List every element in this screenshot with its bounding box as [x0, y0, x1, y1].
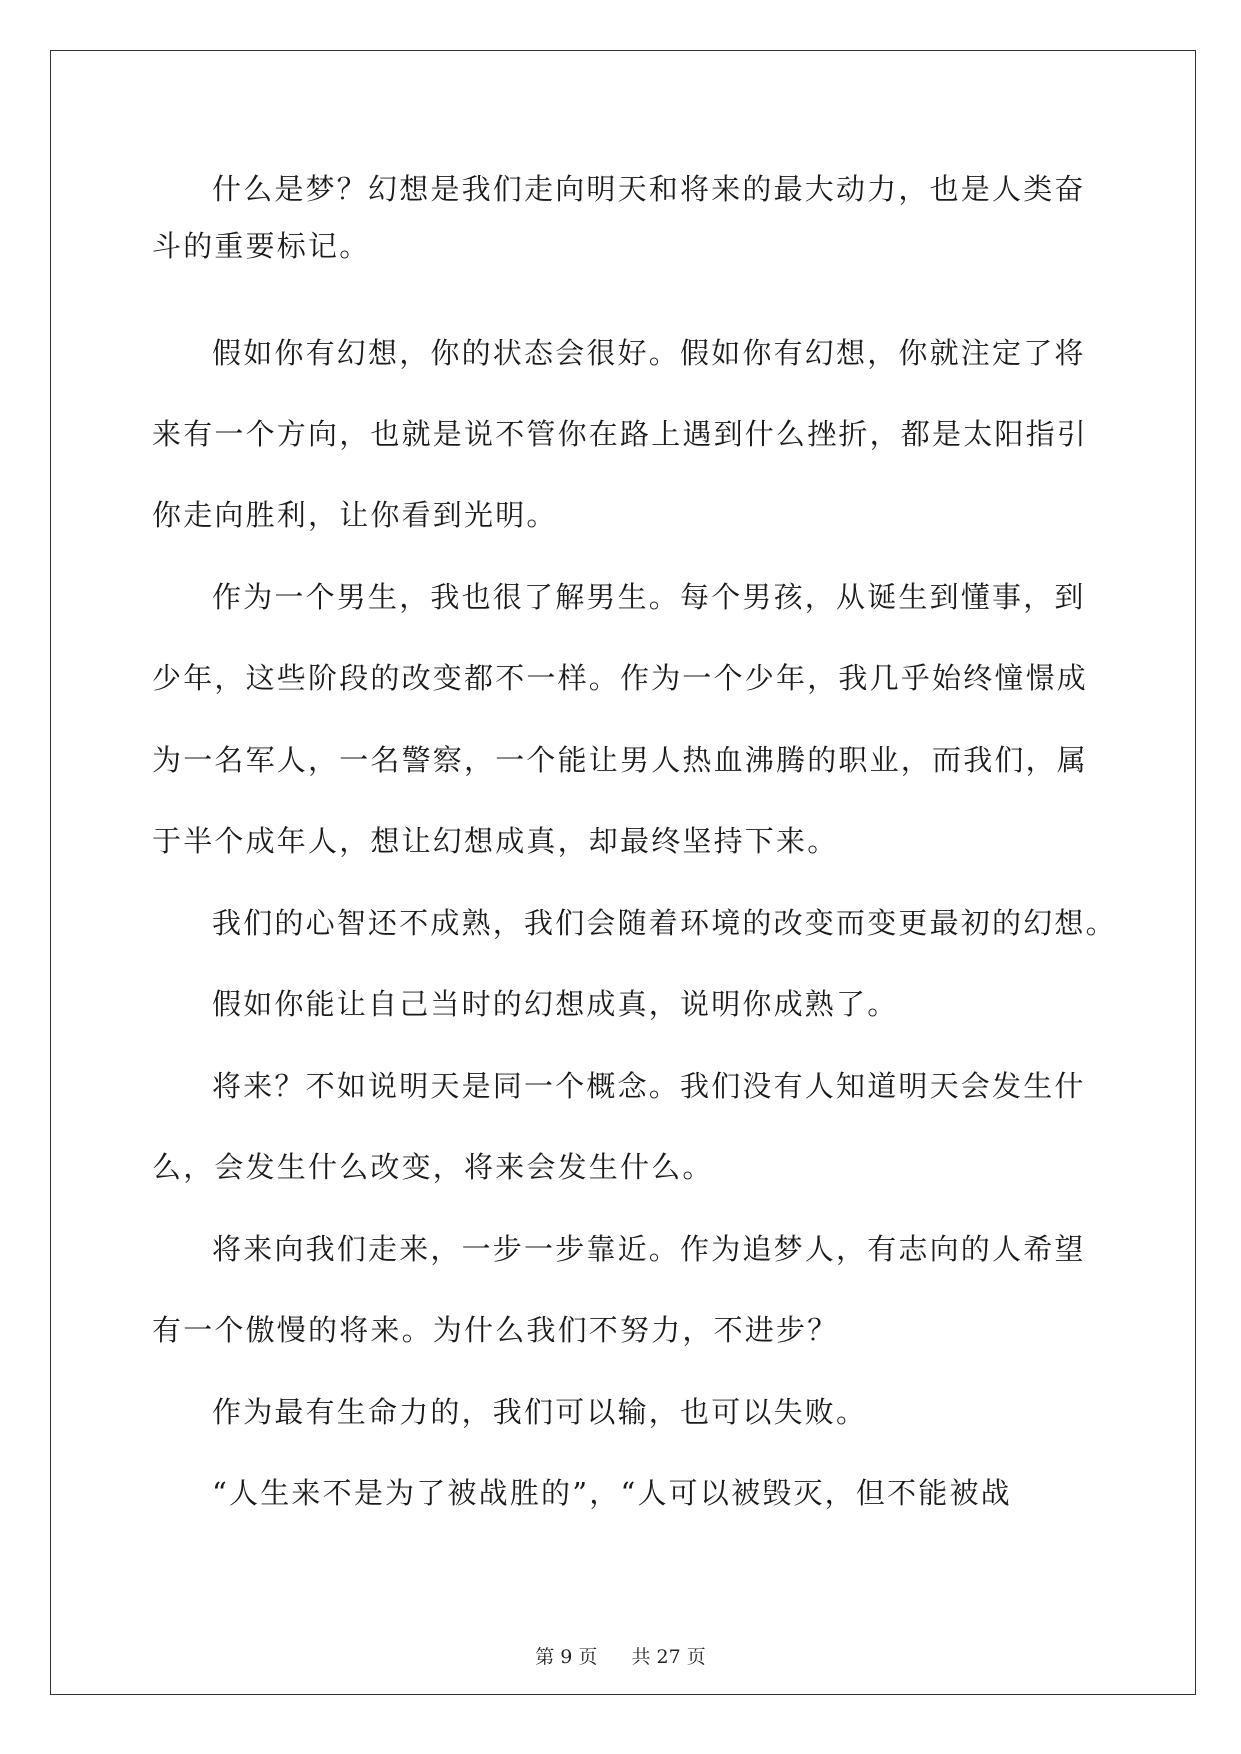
page-number: 第 9 页 — [535, 1646, 598, 1668]
text-line: 将来？不如说明天是同一个概念。我们没有人知道明天会发生什 — [212, 1069, 1086, 1103]
page-footer — [0, 1645, 1241, 1669]
text-line: 作为一个男生，我也很了解男生。每个男孩，从诞生到懂事，到 — [212, 580, 1086, 614]
text-line: 有一个傲慢的将来。为什么我们不努力，不进步？ — [152, 1313, 839, 1347]
text-line: 来有一个方向，也就是说不管你在路上遇到什么挫折，都是太阳指引 — [152, 417, 1089, 451]
text-line: 将来向我们走来，一步一步靠近。作为追梦人，有志向的人希望 — [212, 1232, 1086, 1266]
text-line: 你走向胜利，让你看到光明。 — [152, 498, 558, 532]
text-line: 假如你有幻想，你的状态会很好。假如你有幻想，你就注定了将 — [212, 336, 1086, 370]
text-line: 什么是梦？幻想是我们走向明天和将来的最大动力，也是人类奋 — [212, 172, 1086, 206]
text-line: 少年，这些阶段的改变都不一样。作为一个少年，我几乎始终憧憬成 — [152, 661, 1089, 695]
text-line: “人生来不是为了被战胜的”，“人可以被毁灭，但不能被战 — [212, 1476, 1012, 1510]
text-line: 作为最有生命力的，我们可以输，也可以失败。 — [212, 1395, 868, 1429]
text-line: 于半个成年人，想让幻想成真，却最终坚持下来。 — [152, 824, 839, 858]
page-border — [50, 50, 1196, 1695]
text-line: 假如你能让自己当时的幻想成真，说明你成熟了。 — [212, 987, 899, 1021]
text-line: 为一名军人，一名警察，一个能让男人热血沸腾的职业，而我们，属 — [152, 743, 1089, 777]
text-line: 斗的重要标记。 — [152, 229, 371, 263]
text-line: 我们的心智还不成熟，我们会随着环境的改变而变更最初的幻想。 — [212, 906, 1117, 940]
page-total: 共 27 页 — [631, 1646, 706, 1668]
text-line: 么，会发生什么改变，将来会发生什么。 — [152, 1150, 714, 1184]
